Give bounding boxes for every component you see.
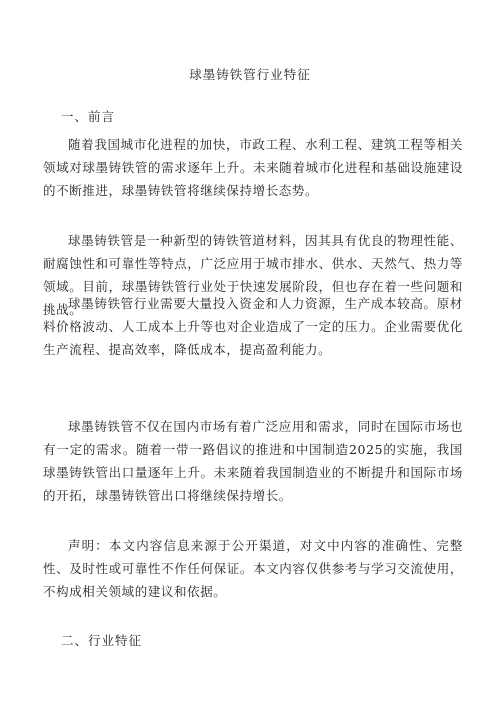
document-title: 球墨铸铁管行业特征 xyxy=(189,67,311,82)
paragraph: 球墨铸铁管不仅在国内市场有着广泛应用和需求，同时在国际市场也有一定的需求。随着一带一路倡议的推进和中国制造2025的实施，我国球墨铸铁管出口量逐年上升。未来随着我国制造业的不断提升和国际市场的开拓，球墨铸铁管出口将继续保持增长。 xyxy=(43,419,463,503)
paragraph: 随着我国城市化进程的加快，市政工程、水利工程、建筑工程等相关领域对球墨铸铁管的需求逐年上升。未来随着城市化进程和基础设施建设的不断推进，球墨铸铁管将继续保持增长态势。 xyxy=(43,137,463,198)
paragraph: 球墨铸铁管行业需要大量投入资金和人力资源，生产成本较高。原材料价格波动、人工成本上升等也对企业造成了一定的压力。企业需要优化生产流程、提高效率，降低成本，提高盈利能力。 xyxy=(43,296,463,357)
section-heading-preface: 一、前言 xyxy=(61,109,116,124)
paragraph: 球墨铸铁管是一种新型的铸铁管道材料，因其具有优良的物理性能、耐腐蚀性和可靠性等特点，广泛应用于城市排水、供水、天然气、热力等领域。目前，球墨铸铁管行业处于快速发展阶段，但也存在着一些问题和挑战。 xyxy=(43,233,463,317)
disclaimer-paragraph: 声明：本文内容信息来源于公开渠道，对文中内容的准确性、完整性、及时性或可靠性不作任何保证。本文内容仅供参考与学习交流使用，不构成相关领域的建议和依据。 xyxy=(43,538,463,599)
section-heading-industry-features: 二、行业特征 xyxy=(61,633,143,648)
